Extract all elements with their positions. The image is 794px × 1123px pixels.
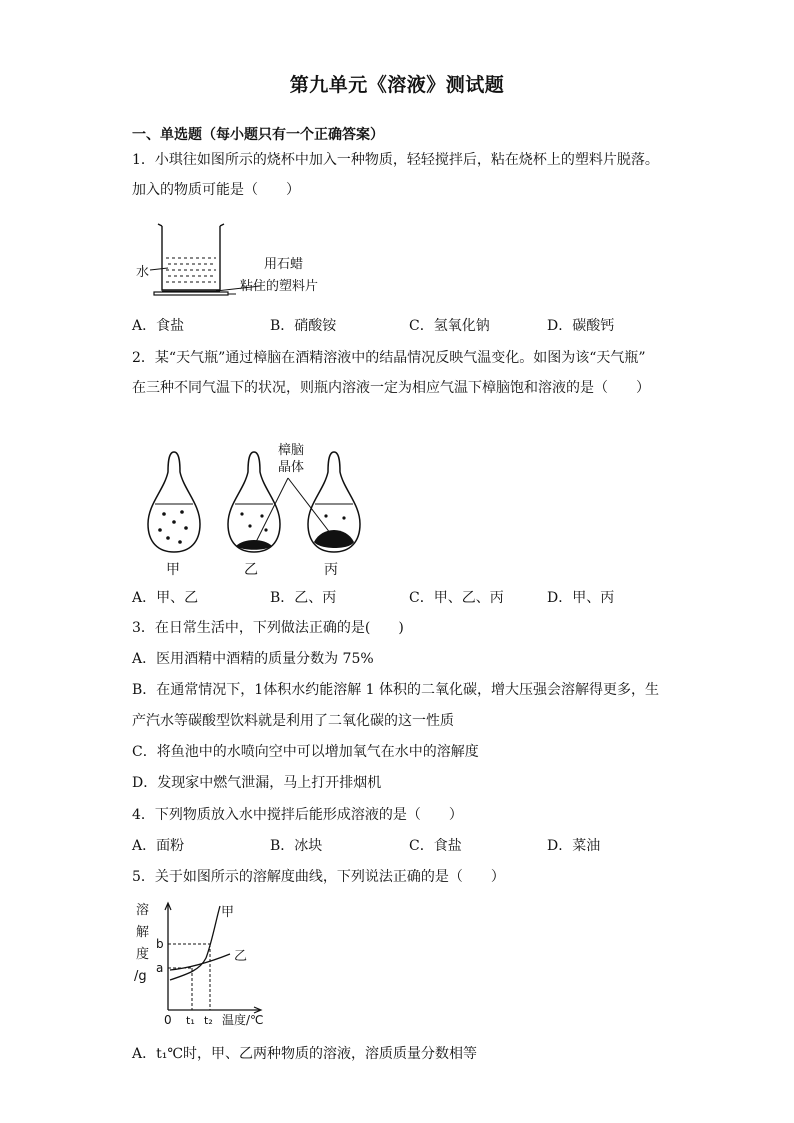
bottle-label-bing: 丙 — [324, 562, 338, 578]
crystal-label-1: 樟脑 — [278, 443, 305, 458]
curve-yi-label: 乙 — [234, 949, 248, 964]
curve-jia-label: 甲 — [221, 905, 235, 920]
y-label-char-2: 解 — [136, 925, 150, 940]
plastic-label: 粘住的塑料片 — [240, 279, 319, 294]
q1-beaker-figure — [132, 218, 362, 300]
q3-option-a: A．医用酒精中酒精的质量分数为 75% — [132, 651, 374, 667]
y-label-char-4: /g — [134, 969, 147, 984]
q4-option-d: D．菜油 — [547, 838, 601, 854]
tick-t1: t₁ — [186, 1014, 195, 1027]
section-heading: 一、单选题（每小题只有一个正确答案） — [132, 127, 384, 143]
q3-option-b-line1: B．在通常情况下，1体积水约能溶解 1 体积的二氧化碳，增大压强会溶解得更多，生 — [132, 682, 660, 698]
q5-stem: 5．关于如图所示的溶解度曲线，下列说法正确的是（ ） — [132, 869, 505, 885]
q5-solubility-graph — [130, 898, 280, 1030]
q2-option-a: A．甲、乙 — [132, 590, 199, 606]
tick-b: b — [156, 937, 164, 951]
water-pattern — [166, 258, 216, 282]
x-axis-label: 温度/℃ — [222, 1013, 264, 1027]
q2-stem-line1: 2．某“天气瓶”通过樟脑在酒精溶液中的结晶情况反映气温变化。如图为该“天气瓶” — [132, 350, 646, 366]
q3-option-b-line2: 产汽水等碳酸型饮料就是利用了二氧化碳的这一性质 — [132, 713, 454, 729]
q2-weather-bottle-figure — [138, 438, 378, 578]
tick-t2: t₂ — [204, 1014, 213, 1027]
origin-label: 0 — [164, 1013, 172, 1027]
beaker-lip — [158, 224, 224, 226]
q5-option-a: A．t₁℃时，甲、乙两种物质的溶液，溶质质量分数相等 — [132, 1046, 478, 1062]
q2-option-b: B．乙、丙 — [270, 590, 337, 606]
q4-option-a: A．面粉 — [132, 838, 185, 854]
q2-option-c: C．甲、乙、丙 — [409, 590, 504, 606]
plastic-sheet — [154, 292, 228, 295]
q1-option-c: C．氢氧化钠 — [409, 318, 490, 334]
q4-stem: 4．下列物质放入水中搅拌后能形成溶液的是（ ） — [132, 807, 463, 823]
bottle-jia — [148, 452, 200, 552]
q1-option-b: B．硝酸铵 — [270, 318, 337, 334]
q1-stem-line2: 加入的物质可能是（ ） — [132, 182, 300, 198]
y-label-char-3: 度 — [136, 947, 150, 962]
q3-stem: 3．在日常生活中，下列做法正确的是( ) — [132, 620, 404, 636]
q2-option-d: D．甲、丙 — [547, 590, 615, 606]
q4-option-b: B．冰块 — [270, 838, 323, 854]
bottle-bing-sediment — [314, 530, 354, 548]
q1-stem-line1: 1．小琪往如图所示的烧杯中加入一种物质，轻轻搅拌后，粘在烧杯上的塑料片脱落。 — [132, 152, 659, 168]
bottle-label-yi: 乙 — [244, 562, 258, 578]
y-label-char-1: 溶 — [136, 903, 150, 918]
q1-option-a: A．食盐 — [132, 318, 185, 334]
bottle-yi — [228, 452, 280, 552]
tick-a: a — [156, 961, 164, 975]
water-label: 水 — [136, 265, 150, 280]
q1-option-d: D．碳酸钙 — [547, 318, 615, 334]
page-title: 第九单元《溶液》测试题 — [289, 74, 505, 96]
bottle-yi-sediment — [236, 540, 272, 550]
q3-option-d: D．发现家中燃气泄漏，马上打开排烟机 — [132, 775, 382, 791]
wax-label: 用石蜡 — [264, 257, 304, 272]
bottle-jia-crystals — [158, 510, 188, 544]
bottle-label-jia: 甲 — [166, 562, 180, 578]
q4-option-c: C．食盐 — [409, 838, 462, 854]
q3-option-c: C．将鱼池中的水喷向空中可以增加氧气在水中的溶解度 — [132, 744, 479, 760]
crystal-label-2: 晶体 — [278, 460, 305, 475]
q2-stem-line2: 在三种不同气温下的状况，则瓶内溶液一定为相应气温下樟脑饱和溶液的是（ ） — [132, 380, 650, 396]
